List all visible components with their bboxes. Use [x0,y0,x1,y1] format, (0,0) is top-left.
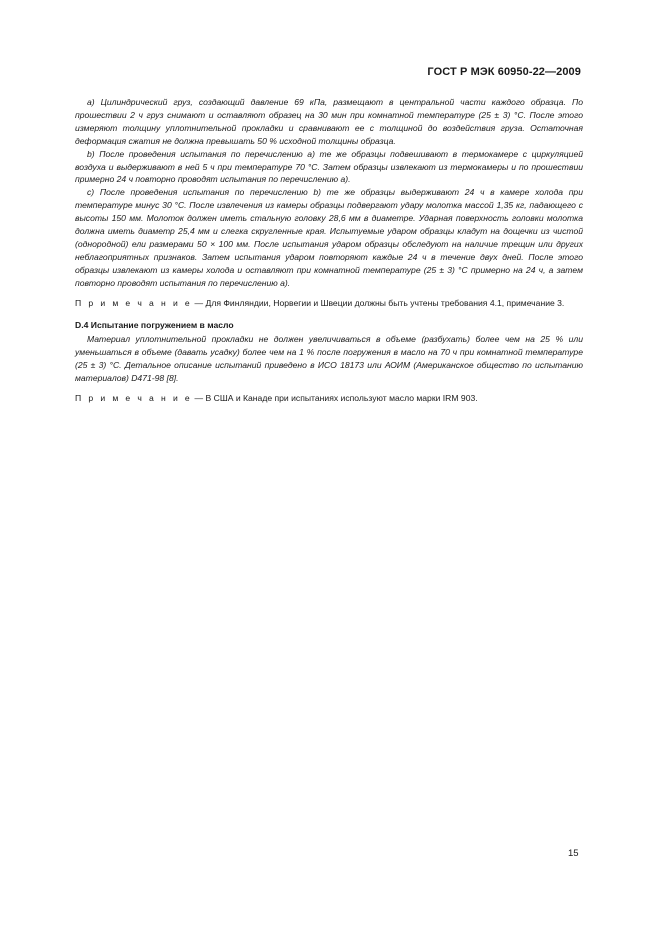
paragraph-c: с) После проведения испытания по перечислению b) те же образцы выдерживают 24 ч в камере холода при температуре минус 30 °С. После извлечения из камеры образцы подвергают удару молотка массой 1,35 кг, падающего с высоты 150 мм. Молоток должен иметь стальную головку 28,6 мм в диаметре. Ударная поверхность головки молотка должна иметь диаметр 25,4 мм и слегка скругленные края. Испытуемые ударом образцы кладут на дощечки из чистой (однородной) ели размерами 50 × 100 мм. После испытания ударом образцы обследуют на наличие трещин или других неблагоприятных признаков. Затем испытания ударом повторяют каждые 24 ч в течение двух дней. После этого образцы извлекают из камеры холода и оставляют при комнатной температуре (25 ± 3) °С примерно на 24 ч, а затем повторно проводят испытания по перечислению а). [75,187,583,288]
note-text: — В США и Канаде при испытаниях используют масло марки IRM 903. [192,393,478,404]
note-finland [75,297,583,310]
document-body [75,96,583,405]
note-label: П р и м е ч а н и е [75,393,193,404]
paragraph-a: а) Цилиндрический груз, создающий давление 69 кПа, размещают в центральной части каждого образца. По прошествии 2 ч груз снимают и оставляют образец на 30 мин при комнатной температуре (25 ± 3) °С. После этого измеряют толщину уплотнительной прокладки и сравнивают ее с толщиной до воздействия груза. Остаточная деформация сжатия не должна превышать 50 % исходной толщины образца. [75,97,583,146]
note-label: П р и м е ч а н и е [75,297,193,308]
paragraph-b: b) После проведения испытания по перечислению а) те же образцы подвешивают в термокамере с циркуляцией воздуха и выдерживают в ней 5 ч при температуре 70 °С. Затем образцы извлекают из термокамеры и по прошествии примерно 24 ч повторно проводят испытания по перечислению а). [75,148,583,185]
document-header: ГОСТ Р МЭК 60950-22—2009 [427,66,581,78]
section-d4-text: Материал уплотнительной прокладки не должен увеличиваться в объеме (разбухать) более чем на 25 % или уменьшаться в объеме (давать усадку) более чем на 1 % после погружения в масло на 70 ч при комнатной температуре (25 ± 3) °С. Детальное описание испытаний приведено в ИСО 18173 или АОИМ (Американское общество по испытанию материалов) D471-98 [8]. [75,334,583,384]
note-text: — Для Финляндии, Норвегии и Швеции должны быть учтены требования 4.1, примечание 3. [192,297,565,308]
note-usa-canada [75,392,583,405]
page-number: 15 [568,848,579,859]
section-title-d4: D.4 Испытание погружением в масло [75,319,234,330]
